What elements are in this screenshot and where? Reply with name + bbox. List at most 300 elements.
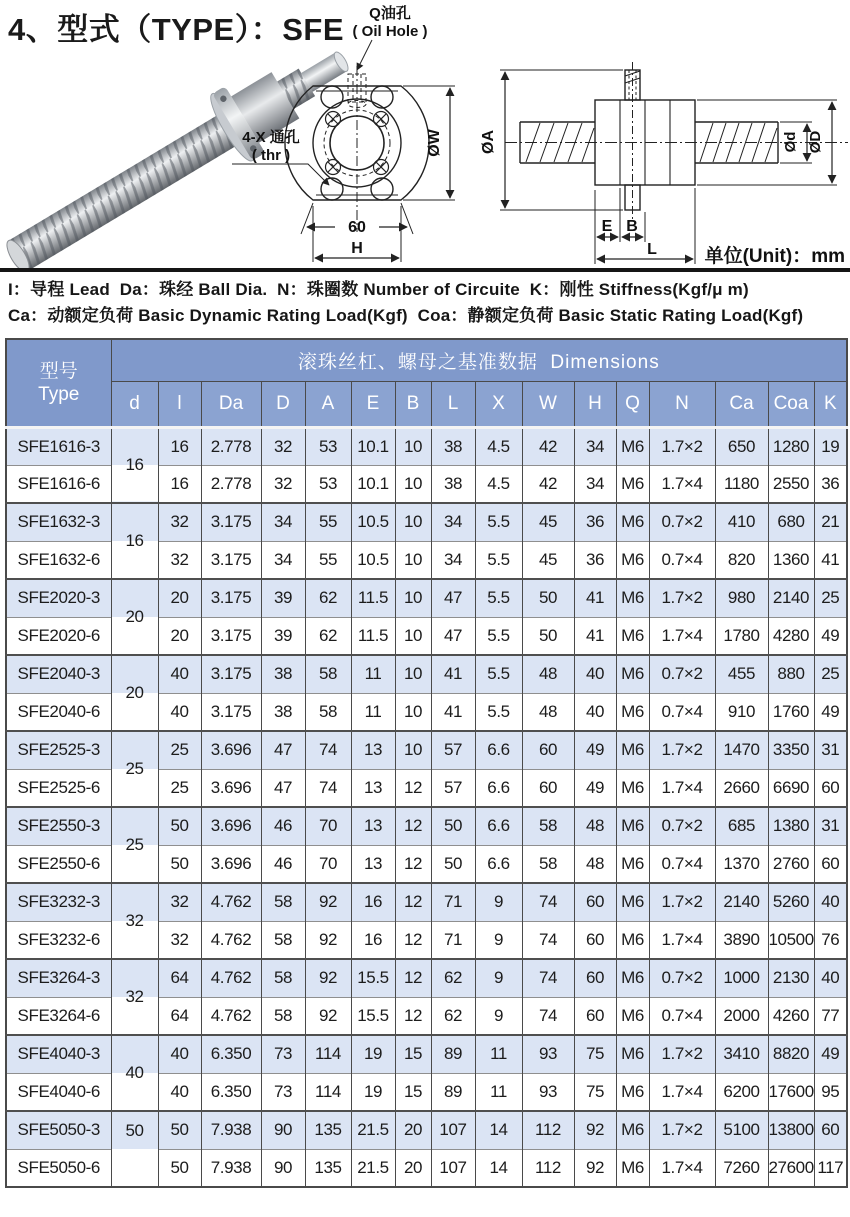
cell-x: 9 [475,921,522,959]
table-row [6,807,847,845]
cell-d: 39 [261,579,305,617]
cell-q: M6 [616,959,649,997]
cell-x: 4.5 [475,465,522,503]
cell-b: 10 [395,693,431,731]
page-title: 4、型式（TYPE）：SFE [8,12,344,47]
dim-l-label: L [647,241,657,258]
cell-e: 13 [351,731,395,769]
cell-l: 57 [431,769,475,807]
cell-type: SFE3232-3 [6,883,111,921]
cell-w: 58 [522,807,574,845]
cell-da: 6.350 [201,1035,261,1073]
cell-d: 47 [261,769,305,807]
cell-h: 49 [574,769,616,807]
cell-x: 5.5 [475,655,522,693]
cell-b: 10 [395,541,431,579]
cell-b: 10 [395,579,431,617]
cell-da: 3.175 [201,579,261,617]
cell-x: 6.6 [475,807,522,845]
cell-l: 40 [158,655,201,693]
cell-type: SFE2020-3 [6,579,111,617]
cell-n: 1.7×2 [649,427,715,465]
cell-type: SFE3232-6 [6,921,111,959]
cell-ca: 2000 [715,997,768,1035]
cell-k: 21 [814,503,847,541]
cell-ca: 2660 [715,769,768,807]
cell-e: 15.5 [351,959,395,997]
cell-e: 13 [351,769,395,807]
cell-k: 41 [814,541,847,579]
cell-b: 10 [395,503,431,541]
cell-type: SFE3264-6 [6,997,111,1035]
cell-e: 15.5 [351,997,395,1035]
cell-k: 95 [814,1073,847,1111]
table-body [6,427,847,1187]
cell-w: 48 [522,655,574,693]
header-col-b: B [395,381,431,427]
cell-x: 14 [475,1149,522,1187]
cell-l: 32 [158,541,201,579]
cell-a: 135 [305,1149,351,1187]
cell-x: 5.5 [475,693,522,731]
cell-type: SFE2040-3 [6,655,111,693]
cell-d: 16 [111,503,158,579]
table-row [6,655,847,693]
oil-hole-label-en: ( Oil Hole ) [352,23,428,40]
cell-d: 38 [261,693,305,731]
cell-h: 60 [574,997,616,1035]
cell-q: M6 [616,617,649,655]
cell-l: 64 [158,997,201,1035]
cell-coa: 1360 [768,541,814,579]
cell-n: 1.7×4 [649,769,715,807]
dim-h-label: H [351,240,363,257]
cell-k: 49 [814,693,847,731]
cell-d: 50 [111,1111,158,1187]
cell-d: 16 [111,427,158,503]
header-col-l: l [158,381,201,427]
cell-h: 34 [574,427,616,465]
cell-l: 50 [431,807,475,845]
cell-w: 112 [522,1111,574,1149]
cell-l: 50 [158,1149,201,1187]
cell-n: 1.7×4 [649,921,715,959]
cell-a: 55 [305,541,351,579]
cell-n: 1.7×4 [649,1149,715,1187]
cell-a: 53 [305,465,351,503]
dim-d-small-label: Ød [782,131,799,153]
cell-k: 31 [814,807,847,845]
table-subheader-row [6,381,847,427]
cell-coa: 2760 [768,845,814,883]
cell-a: 92 [305,959,351,997]
cell-q: M6 [616,731,649,769]
cell-d: 46 [261,845,305,883]
cell-ca: 6200 [715,1073,768,1111]
cell-k: 60 [814,769,847,807]
dim-60-label: 60 [348,219,366,236]
cell-ca: 685 [715,807,768,845]
cell-l: 89 [431,1035,475,1073]
cell-l: 57 [431,731,475,769]
cell-w: 45 [522,541,574,579]
cell-type: SFE4040-3 [6,1035,111,1073]
cell-x: 4.5 [475,427,522,465]
cell-n: 0.7×4 [649,997,715,1035]
cell-q: M6 [616,921,649,959]
cell-coa: 4280 [768,617,814,655]
cell-a: 70 [305,845,351,883]
cell-coa: 3350 [768,731,814,769]
header-type [6,339,111,427]
cell-w: 74 [522,997,574,1035]
dim-a-label: ØA [480,130,497,154]
cell-q: M6 [616,579,649,617]
cell-b: 15 [395,1035,431,1073]
cell-l: 41 [431,655,475,693]
cell-x: 9 [475,883,522,921]
cell-k: 60 [814,845,847,883]
cell-coa: 6690 [768,769,814,807]
table-header [6,339,847,427]
cell-b: 10 [395,427,431,465]
cell-type: SFE5050-3 [6,1111,111,1149]
cell-b: 10 [395,617,431,655]
cell-l: 64 [158,959,201,997]
cell-n: 1.7×2 [649,1035,715,1073]
cell-d: 58 [261,997,305,1035]
cell-h: 36 [574,541,616,579]
cell-h: 48 [574,845,616,883]
cell-w: 74 [522,921,574,959]
cell-q: M6 [616,769,649,807]
cell-e: 16 [351,883,395,921]
cell-h: 60 [574,959,616,997]
cell-a: 62 [305,617,351,655]
cell-x: 11 [475,1073,522,1111]
cell-h: 41 [574,617,616,655]
cell-w: 50 [522,579,574,617]
cell-n: 0.7×2 [649,503,715,541]
cell-h: 40 [574,693,616,731]
cell-ca: 1370 [715,845,768,883]
cell-e: 13 [351,807,395,845]
cell-w: 93 [522,1035,574,1073]
side-view-drawing [500,62,848,264]
header-col-ca: Ca [715,381,768,427]
cell-l: 38 [431,427,475,465]
legend-line-1: I：导程 Lead Da：珠经 Ball Dia. N：珠圈数 Number of Circuite K：刚性 Stiffness(Kgf/μ m) [8,280,749,299]
cell-h: 75 [574,1073,616,1111]
cell-b: 10 [395,731,431,769]
cell-type: SFE2525-6 [6,769,111,807]
cell-l: 50 [158,807,201,845]
cell-e: 10.1 [351,465,395,503]
cell-a: 55 [305,503,351,541]
cell-h: 48 [574,807,616,845]
cell-a: 70 [305,807,351,845]
cell-d: 20 [111,655,158,731]
cell-type: SFE2550-6 [6,845,111,883]
cell-type: SFE1632-3 [6,503,111,541]
cell-b: 10 [395,655,431,693]
cell-l: 34 [431,541,475,579]
cell-ca: 650 [715,427,768,465]
cell-coa: 2140 [768,579,814,617]
cell-b: 12 [395,883,431,921]
cell-d: 32 [111,959,158,1035]
cell-type: SFE2525-3 [6,731,111,769]
cell-n: 1.7×4 [649,1073,715,1111]
cell-x: 6.6 [475,845,522,883]
cell-b: 12 [395,997,431,1035]
cell-l: 34 [431,503,475,541]
cell-l: 25 [158,731,201,769]
cell-coa: 8820 [768,1035,814,1073]
cell-l: 40 [158,1035,201,1073]
cell-w: 60 [522,731,574,769]
cell-q: M6 [616,655,649,693]
cell-e: 19 [351,1073,395,1111]
cell-e: 11 [351,693,395,731]
cell-da: 3.696 [201,845,261,883]
table-row [6,579,847,617]
cell-a: 62 [305,579,351,617]
cell-b: 12 [395,845,431,883]
cell-b: 20 [395,1149,431,1187]
cell-b: 20 [395,1111,431,1149]
cell-x: 6.6 [475,769,522,807]
cell-w: 74 [522,959,574,997]
cell-a: 92 [305,997,351,1035]
cell-da: 2.778 [201,465,261,503]
cell-q: M6 [616,541,649,579]
cell-d: 46 [261,807,305,845]
header-col-d2: D [261,381,305,427]
cell-d: 32 [261,427,305,465]
cell-da: 3.175 [201,541,261,579]
cell-e: 10.5 [351,541,395,579]
cell-d: 32 [111,883,158,959]
cell-w: 50 [522,617,574,655]
header-col-k: K [814,381,847,427]
cell-l: 25 [158,769,201,807]
cell-l: 50 [431,845,475,883]
cell-a: 58 [305,693,351,731]
cell-l: 47 [431,579,475,617]
cell-coa: 17600 [768,1073,814,1111]
thru-hole-label-en: ( thr ) [251,147,291,164]
cell-da: 2.778 [201,427,261,465]
cell-b: 10 [395,465,431,503]
cell-type: SFE2550-3 [6,807,111,845]
cell-a: 74 [305,769,351,807]
cell-x: 9 [475,959,522,997]
cell-n: 1.7×4 [649,617,715,655]
cell-x: 5.5 [475,579,522,617]
table-row [6,427,847,465]
table-row [6,883,847,921]
cell-h: 60 [574,883,616,921]
cell-k: 60 [814,1111,847,1149]
cell-e: 13 [351,845,395,883]
cell-e: 21.5 [351,1149,395,1187]
cell-da: 4.762 [201,959,261,997]
cell-d: 47 [261,731,305,769]
cell-k: 117 [814,1149,847,1187]
cell-da: 3.175 [201,503,261,541]
cell-q: M6 [616,1149,649,1187]
header-col-x: X [475,381,522,427]
cell-x: 5.5 [475,503,522,541]
header-dimensions-group: 滚珠丝杠、螺母之基准数据 Dimensions [111,339,847,381]
header-col-w: W [522,381,574,427]
cell-q: M6 [616,1111,649,1149]
cell-da: 3.696 [201,769,261,807]
top-section [0,0,850,268]
cell-n: 1.7×2 [649,731,715,769]
cell-l: 32 [158,503,201,541]
legend-line-2: Ca：动额定负荷 Basic Dynamic Rating Load(Kgf) Coa：静额定负荷 Basic Static Rating Load(Kgf) [8,306,804,325]
cell-w: 74 [522,883,574,921]
cell-h: 60 [574,921,616,959]
cell-x: 9 [475,997,522,1035]
cell-ca: 1780 [715,617,768,655]
cell-ca: 1180 [715,465,768,503]
cell-n: 1.7×4 [649,465,715,503]
cell-w: 58 [522,845,574,883]
legend [0,272,850,334]
cell-l: 107 [431,1149,475,1187]
cell-d: 25 [111,807,158,883]
cell-d: 40 [111,1035,158,1111]
cell-w: 42 [522,427,574,465]
cell-da: 3.696 [201,731,261,769]
cell-coa: 5260 [768,883,814,921]
header-col-h: H [574,381,616,427]
cell-l: 50 [158,845,201,883]
header-col-coa: Coa [768,381,814,427]
cell-n: 0.7×4 [649,845,715,883]
cell-w: 112 [522,1149,574,1187]
table-row [6,1035,847,1073]
cell-d: 39 [261,617,305,655]
header-type-cn: 型号 [39,360,78,382]
cell-w: 60 [522,769,574,807]
cell-coa: 2550 [768,465,814,503]
cell-q: M6 [616,807,649,845]
cell-da: 3.175 [201,617,261,655]
cell-l: 71 [431,921,475,959]
cell-type: SFE1632-6 [6,541,111,579]
cell-d: 58 [261,921,305,959]
cell-n: 1.7×2 [649,1111,715,1149]
cell-d: 34 [261,541,305,579]
cell-da: 7.938 [201,1149,261,1187]
cell-n: 0.7×2 [649,655,715,693]
cell-e: 10.1 [351,427,395,465]
cell-n: 1.7×2 [649,883,715,921]
cell-ca: 5100 [715,1111,768,1149]
cell-b: 15 [395,1073,431,1111]
unit-label: 单位(Unit)：mm [704,246,845,267]
cell-d: 25 [111,731,158,807]
cell-type: SFE5050-6 [6,1149,111,1187]
cell-da: 3.175 [201,693,261,731]
cell-k: 25 [814,579,847,617]
cell-ca: 3410 [715,1035,768,1073]
cell-ca: 820 [715,541,768,579]
cell-k: 49 [814,617,847,655]
cell-h: 49 [574,731,616,769]
cell-da: 3.696 [201,807,261,845]
cell-n: 1.7×2 [649,579,715,617]
cell-type: SFE1616-6 [6,465,111,503]
cell-da: 6.350 [201,1073,261,1111]
cell-d: 58 [261,883,305,921]
cell-k: 19 [814,427,847,465]
cell-coa: 1280 [768,427,814,465]
cell-q: M6 [616,997,649,1035]
cell-a: 53 [305,427,351,465]
cell-x: 5.5 [475,617,522,655]
cell-l: 16 [158,427,201,465]
cell-x: 14 [475,1111,522,1149]
cell-e: 16 [351,921,395,959]
cell-e: 11.5 [351,617,395,655]
cell-coa: 880 [768,655,814,693]
cell-x: 11 [475,1035,522,1073]
cell-w: 45 [522,503,574,541]
cell-a: 135 [305,1111,351,1149]
cell-q: M6 [616,503,649,541]
cell-n: 0.7×2 [649,959,715,997]
cell-d: 38 [261,655,305,693]
cell-l: 20 [158,617,201,655]
cell-d: 58 [261,959,305,997]
cell-type: SFE2040-6 [6,693,111,731]
cell-a: 92 [305,883,351,921]
dim-e-label: E [601,218,613,235]
oil-hole-label-cn: Q油孔 [369,5,411,22]
cell-l: 40 [158,1073,201,1111]
cell-l: 47 [431,617,475,655]
cell-k: 76 [814,921,847,959]
cell-e: 21.5 [351,1111,395,1149]
table-row [6,1111,847,1149]
cell-k: 25 [814,655,847,693]
cell-q: M6 [616,845,649,883]
cell-n: 0.7×4 [649,541,715,579]
table-row [6,731,847,769]
cell-type: SFE1616-3 [6,427,111,465]
cell-d: 73 [261,1073,305,1111]
cell-ca: 1470 [715,731,768,769]
dim-w-label: ØW [426,129,443,157]
cell-k: 77 [814,997,847,1035]
cell-coa: 1380 [768,807,814,845]
cell-l: 71 [431,883,475,921]
cell-l: 32 [158,921,201,959]
cell-e: 19 [351,1035,395,1073]
cell-q: M6 [616,1073,649,1111]
header-type-en: Type [38,383,80,405]
header-col-l2: L [431,381,475,427]
cell-a: 114 [305,1035,351,1073]
cell-da: 4.762 [201,997,261,1035]
cell-ca: 3890 [715,921,768,959]
cell-q: M6 [616,1035,649,1073]
